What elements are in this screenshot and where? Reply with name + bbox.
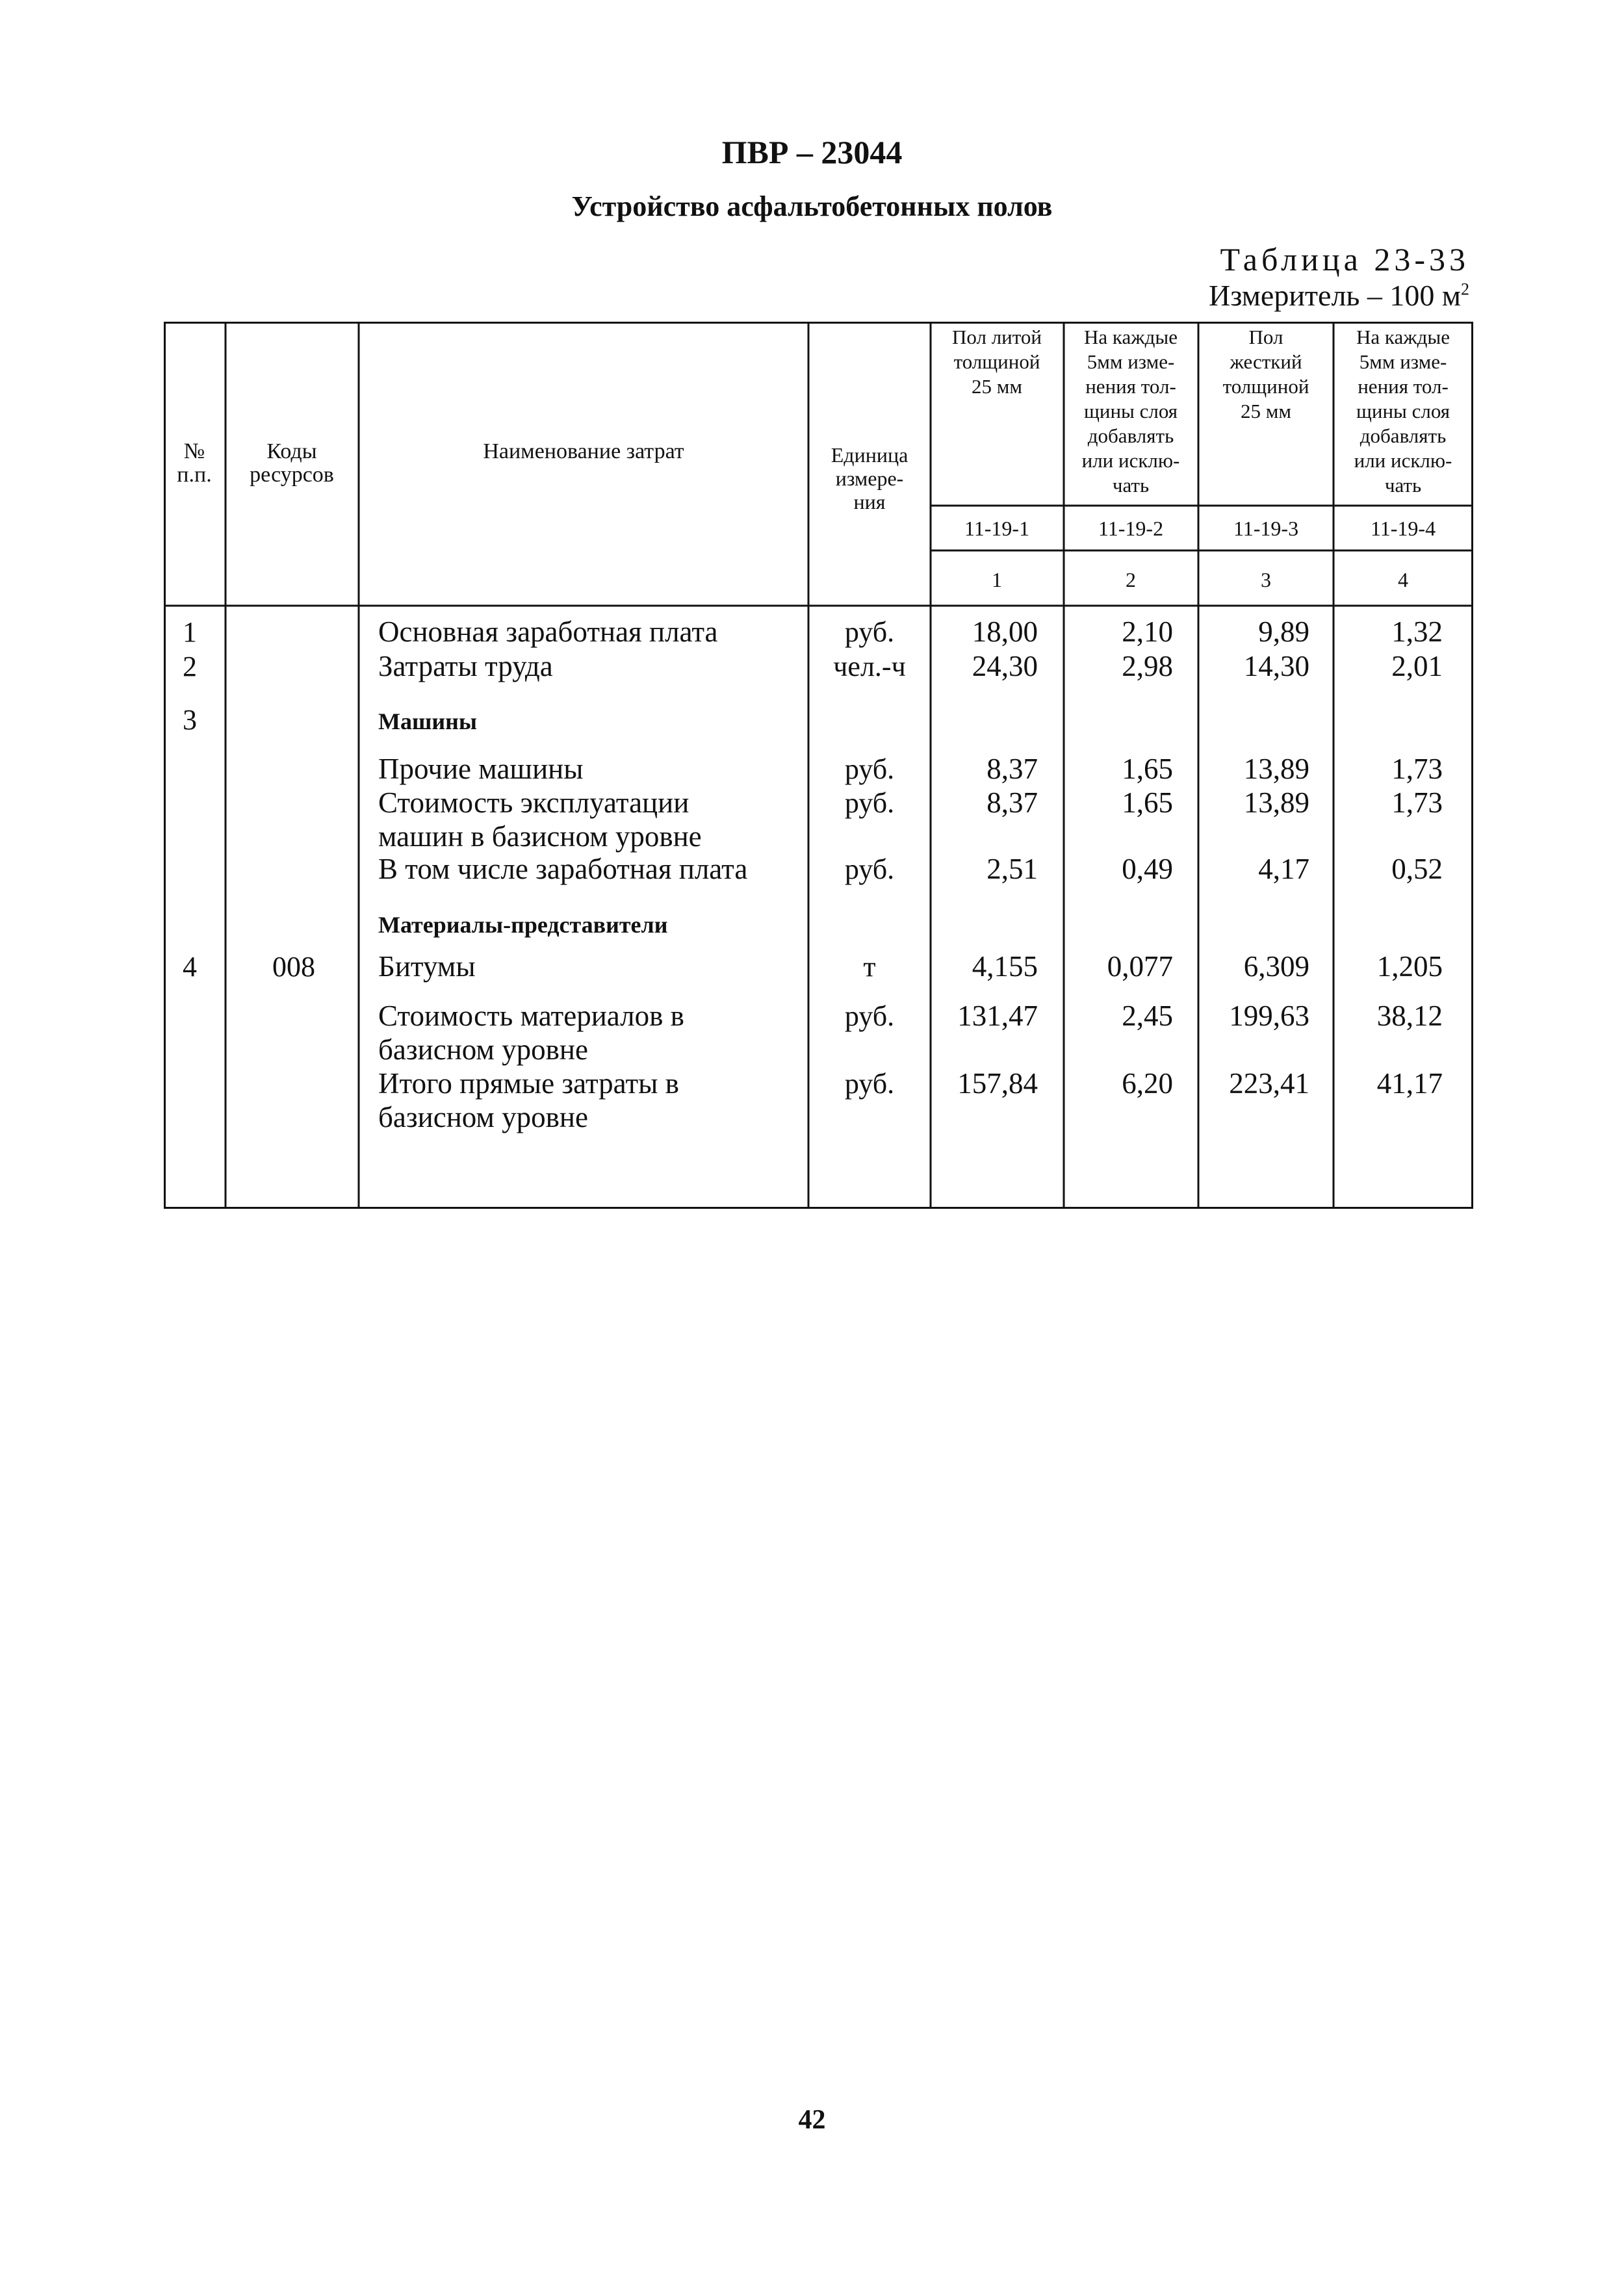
value-col1: 8,37 <box>986 753 1038 785</box>
header-col4-line-6: или исклю- <box>1354 449 1452 472</box>
header-unit-line-2: измере- <box>835 467 904 490</box>
header-col4-line-3: нения тол- <box>1358 375 1449 398</box>
index-col3: 3 <box>1261 568 1271 591</box>
meter-superscript: 2 <box>1461 279 1469 299</box>
row-number: 4 <box>183 951 197 983</box>
value-col4: 2,01 <box>1391 650 1443 682</box>
value-col2: 0,49 <box>1122 853 1173 885</box>
header-col3-line-1: Пол <box>1248 326 1283 348</box>
value-col4: 1,205 <box>1376 950 1443 983</box>
unit: руб. <box>844 616 895 648</box>
header-col2-line-6: или исклю- <box>1081 449 1180 472</box>
section-heading: Материалы-представители <box>378 912 668 938</box>
value-col2: 1,65 <box>1122 753 1173 785</box>
row-number: 2 <box>183 651 197 682</box>
value-col3: 13,89 <box>1243 786 1309 819</box>
index-col2: 2 <box>1126 568 1136 591</box>
resource-code: 008 <box>272 951 315 983</box>
cost-name: Прочие машины <box>378 753 584 785</box>
header-col1-line-2: толщиной <box>953 350 1040 373</box>
value-col2: 2,98 <box>1122 650 1173 682</box>
header-col4-line-1: На каждые <box>1356 326 1450 348</box>
meter-text: Измеритель – 100 м <box>1209 279 1461 312</box>
header-col3-line-3: толщиной <box>1222 375 1309 398</box>
value-col1: 157,84 <box>957 1067 1038 1100</box>
header-col2-line-2: 5мм изме- <box>1087 350 1175 373</box>
header-name: Наименование затрат <box>483 439 684 463</box>
header-col4-line-7: чать <box>1384 474 1422 497</box>
row-number: 1 <box>183 616 197 648</box>
value-col1: 2,51 <box>986 853 1038 885</box>
header-codes-line-2: ресурсов <box>250 463 334 487</box>
header-col4-line-5: добавлять <box>1360 424 1447 447</box>
unit: т <box>863 951 876 983</box>
value-col1: 4,155 <box>972 950 1038 983</box>
value-col2: 2,45 <box>1122 1000 1173 1032</box>
header-codes-line-1: Коды <box>266 439 317 463</box>
value-col4: 38,12 <box>1376 1000 1443 1032</box>
header-unit-line-1: Единица <box>831 443 909 467</box>
meter-label <box>1209 278 1469 313</box>
value-col2: 1,65 <box>1122 786 1173 819</box>
header-col2-line-7: чать <box>1112 474 1150 497</box>
header-col2-line-1: На каждые <box>1083 326 1178 348</box>
value-col2: 6,20 <box>1122 1067 1173 1100</box>
table-label: Таблица 23-33 <box>1220 241 1469 278</box>
value-col3: 199,63 <box>1229 1000 1309 1032</box>
value-col1: 8,37 <box>986 786 1038 819</box>
header-num-line-2: п.п. <box>177 463 212 487</box>
value-col2: 0,077 <box>1107 950 1173 983</box>
row-number: 3 <box>183 704 197 736</box>
cost-table <box>164 322 1473 1209</box>
value-col3: 13,89 <box>1243 753 1309 785</box>
value-col4: 0,52 <box>1391 853 1443 885</box>
header-col4-line-2: 5мм изме- <box>1359 350 1447 373</box>
page-number: 42 <box>798 2105 826 2135</box>
cost-name: базисном уровне <box>378 1033 588 1066</box>
unit: чел.-ч <box>833 651 906 682</box>
value-col2: 2,10 <box>1122 615 1173 648</box>
code-col3: 11-19-3 <box>1233 517 1299 540</box>
unit: руб. <box>844 787 895 819</box>
value-col1: 24,30 <box>972 650 1038 682</box>
code-col4: 11-19-4 <box>1370 517 1436 540</box>
header-col1-line-3: 25 мм <box>972 375 1022 398</box>
value-col4: 1,32 <box>1391 615 1443 648</box>
value-col1: 18,00 <box>972 615 1038 648</box>
document-code: ПВР – 23044 <box>721 134 903 170</box>
unit: руб. <box>844 1000 895 1032</box>
index-col1: 1 <box>992 568 1002 591</box>
code-col2: 11-19-2 <box>1098 517 1164 540</box>
value-col4: 41,17 <box>1376 1067 1443 1100</box>
header-col2-line-5: добавлять <box>1087 424 1174 447</box>
cost-name: Итого прямые затраты в <box>378 1067 679 1100</box>
cost-name: Основная заработная плата <box>378 615 718 648</box>
unit: руб. <box>844 853 895 885</box>
section-heading: Машины <box>378 708 477 734</box>
header-num-line-1: № <box>183 439 205 463</box>
value-col3: 4,17 <box>1258 853 1309 885</box>
value-col1: 131,47 <box>957 1000 1038 1032</box>
cost-name: Битумы <box>378 950 476 983</box>
value-col3: 14,30 <box>1243 650 1309 682</box>
cost-name: Затраты труда <box>378 650 553 682</box>
cost-name: Стоимость эксплуатации <box>378 786 690 819</box>
cost-name: Стоимость материалов в <box>378 1000 684 1032</box>
cost-name: базисном уровне <box>378 1101 588 1133</box>
unit: руб. <box>844 1068 895 1100</box>
value-col4: 1,73 <box>1391 753 1443 785</box>
header-col3-line-4: 25 мм <box>1241 400 1291 422</box>
value-col3: 9,89 <box>1258 615 1309 648</box>
header-col1-line-1: Пол литой <box>952 326 1042 348</box>
header-col4-line-4: щины слоя <box>1356 400 1450 422</box>
unit: руб. <box>844 753 895 785</box>
code-col1: 11-19-1 <box>964 517 1030 540</box>
table-body <box>183 615 1443 1133</box>
document-title: Устройство асфальтобетонных полов <box>571 190 1053 222</box>
value-col3: 6,309 <box>1243 950 1309 983</box>
cost-name: машин в базисном уровне <box>378 820 702 853</box>
index-col4: 4 <box>1398 568 1408 591</box>
value-col3: 223,41 <box>1229 1067 1309 1100</box>
header-col2-line-4: щины слоя <box>1083 400 1178 422</box>
header-unit-line-3: ния <box>853 490 886 513</box>
header-col3-line-2: жесткий <box>1230 350 1302 373</box>
value-col4: 1,73 <box>1391 786 1443 819</box>
header-col2-line-3: нения тол- <box>1085 375 1176 398</box>
cost-name: В том числе заработная плата <box>378 853 748 885</box>
